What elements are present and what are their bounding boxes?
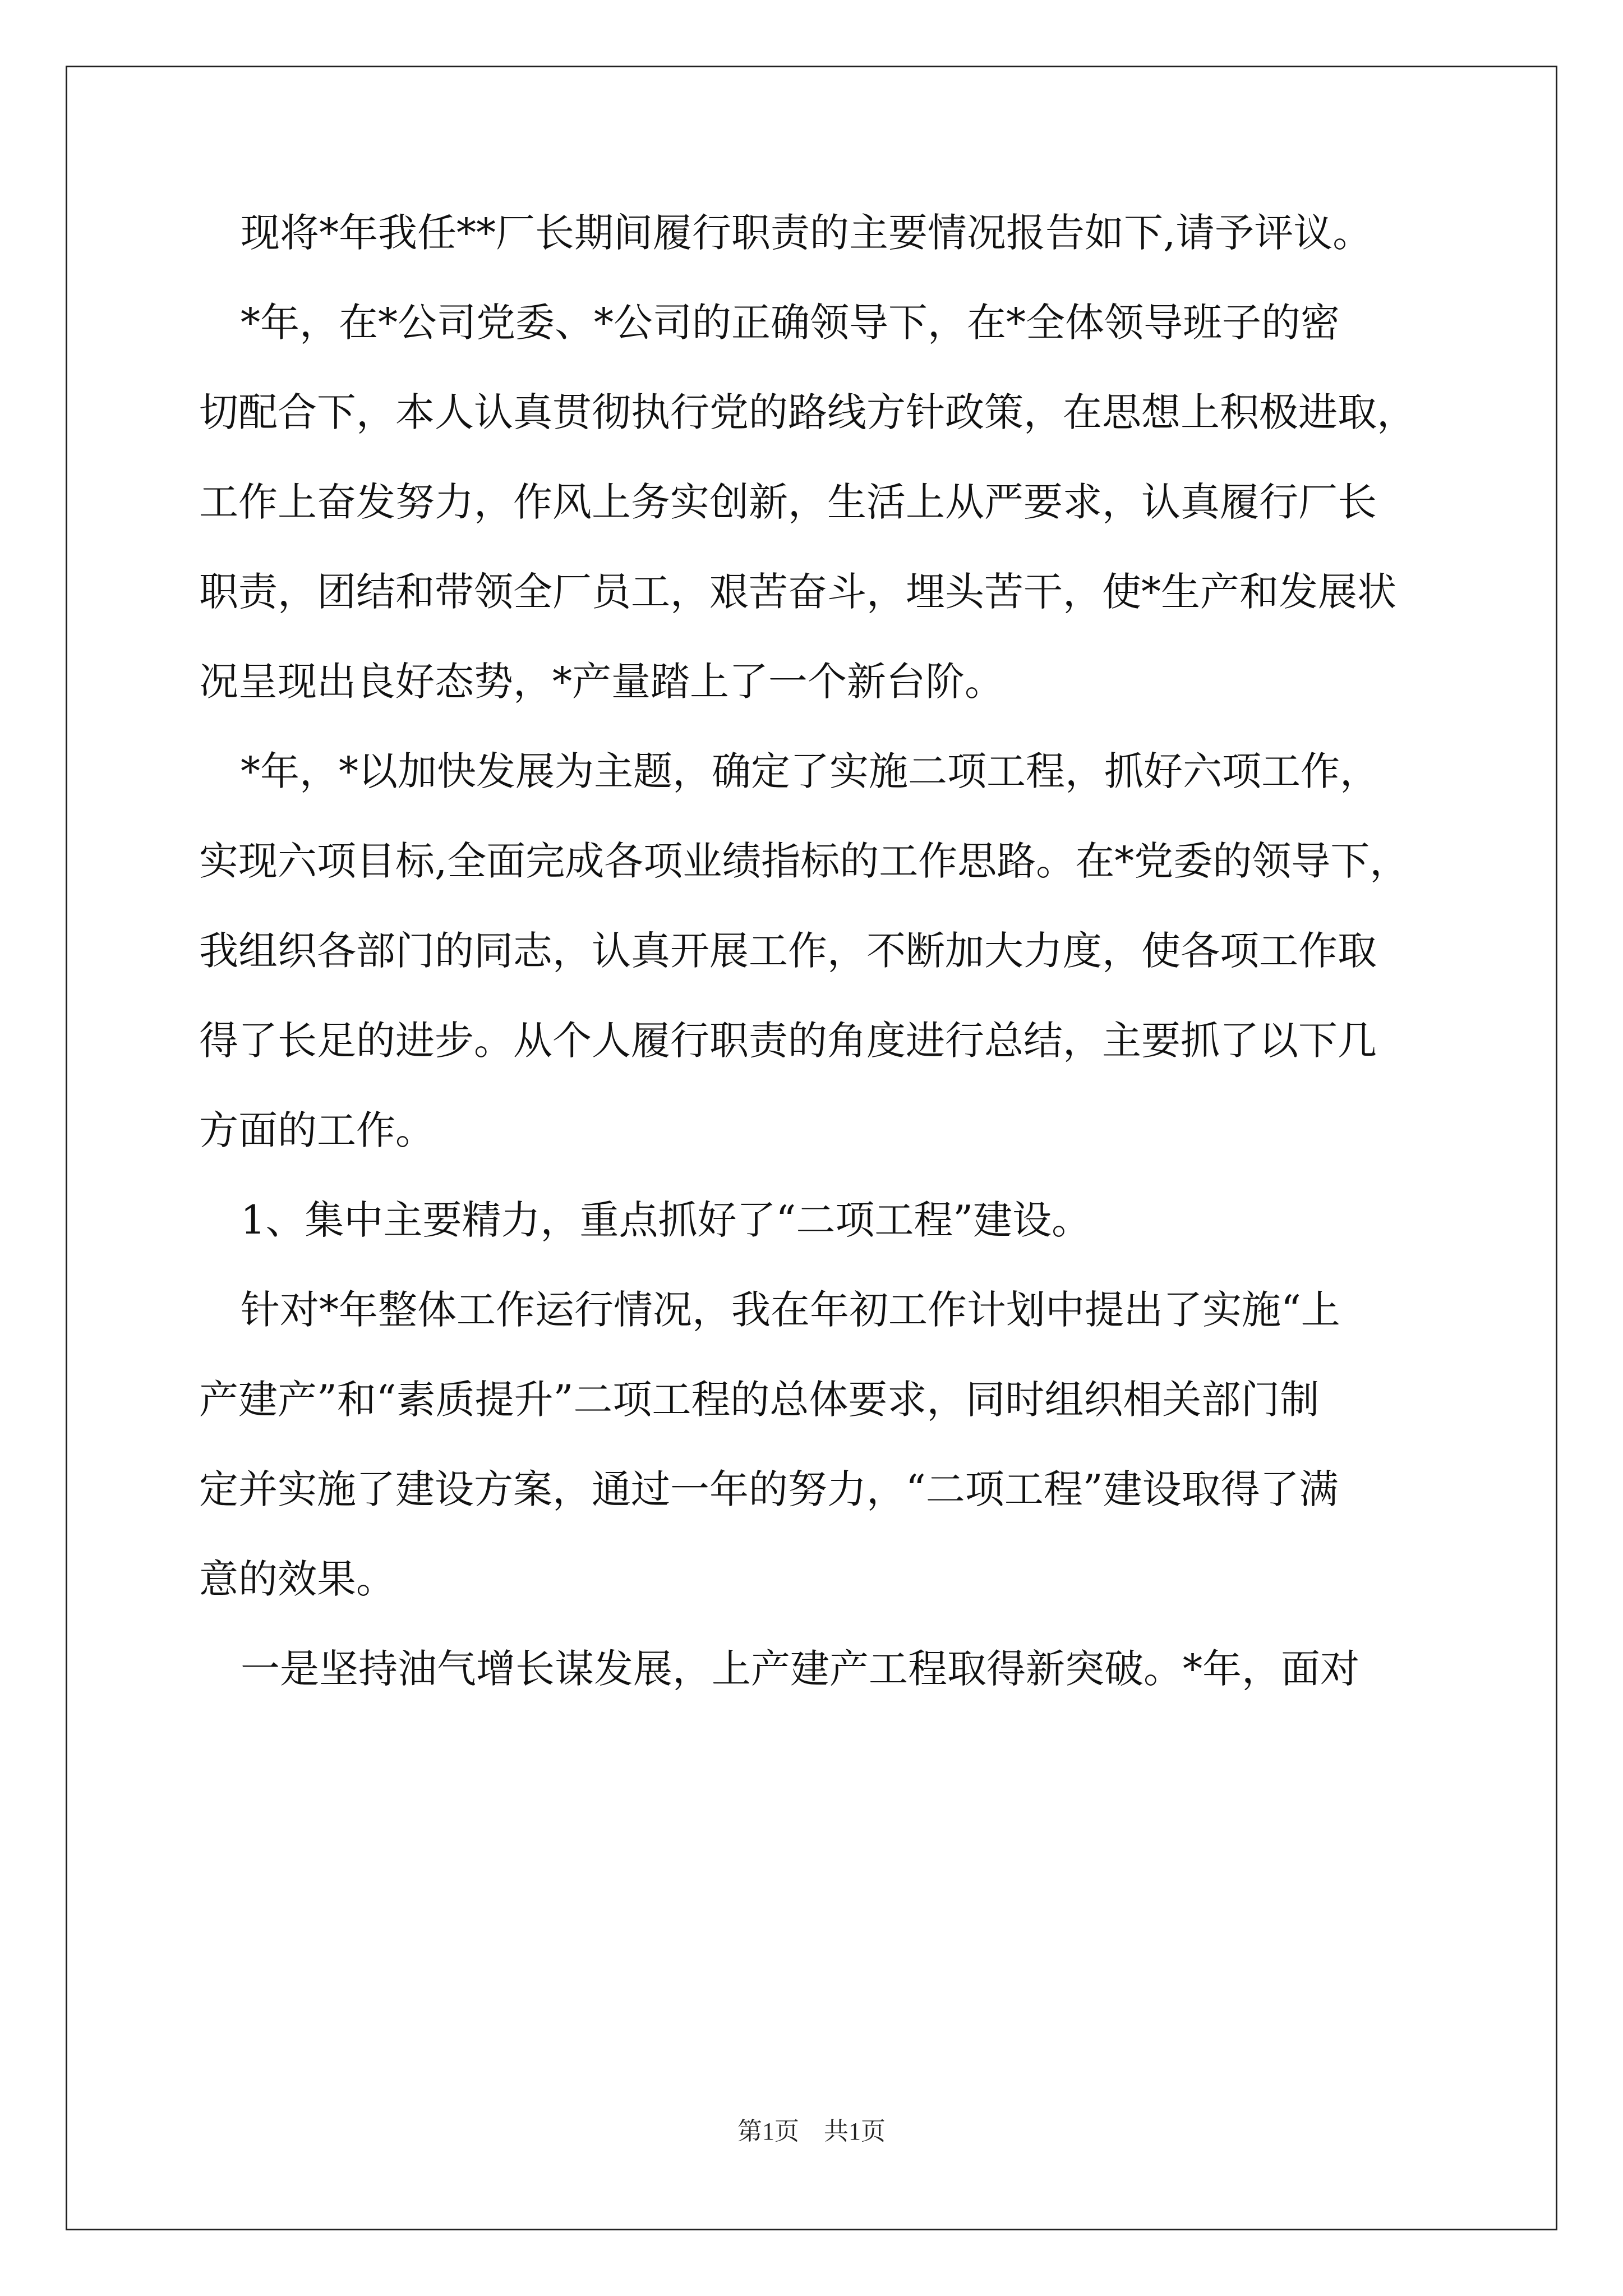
text-line: 意的效果。 xyxy=(199,1556,395,1602)
text-line: 况呈现出良好态势，*产量踏上了一个新台阶。 xyxy=(199,659,1004,705)
text-line: 方面的工作。 xyxy=(199,1107,435,1153)
text-line: 我组织各部门的同志，认真开展工作，不断加大力度，使各项工作取 xyxy=(199,928,1377,974)
text-line: 现将*年我任**厂长期间履行职责的主要情况报告如下,请予评议。 xyxy=(241,210,1372,256)
page-footer xyxy=(0,2115,1623,2148)
text-line: *年，*以加快发展为主题，确定了实施二项工程，抓好六项工作， xyxy=(241,748,1379,794)
text-line: 得了长足的进步。从个人履行职责的角度进行总结，主要抓了以下几 xyxy=(199,1018,1377,1064)
text-line: 针对*年整体工作运行情况，我在年初工作计划中提出了实施“上 xyxy=(241,1287,1340,1333)
text-line: 职责，团结和带领全厂员工，艰苦奋斗，埋头苦干，使*生产和发展状 xyxy=(199,569,1396,615)
text-line: 一是坚持油气增长谋发展，上产建产工程取得新突破。*年，面对 xyxy=(241,1646,1359,1692)
text-line: 切配合下，本人认真贯彻执行党的路线方针政策，在思想上积极进取， xyxy=(199,389,1416,435)
text-line: *年，在*公司党委、*公司的正确领导下，在*全体领导班子的密 xyxy=(241,300,1340,346)
text-line: 实现六项目标,全面完成各项业绩指标的工作思路。在*党委的领导下， xyxy=(199,838,1409,884)
page-number: 第1页 共1页 xyxy=(737,2118,886,2145)
text-line: 定并实施了建设方案，通过一年的努力，“二项工程”建设取得了满 xyxy=(199,1466,1339,1512)
section-heading: 1、集中主要精力，重点抓好了“二项工程”建设。 xyxy=(241,1197,1091,1243)
text-line: 工作上奋发努力，作风上务实创新，生活上从严要求，认真履行厂长 xyxy=(199,479,1377,525)
text-line: 产建产”和“素质提升”二项工程的总体要求，同时组织相关部门制 xyxy=(199,1377,1320,1423)
